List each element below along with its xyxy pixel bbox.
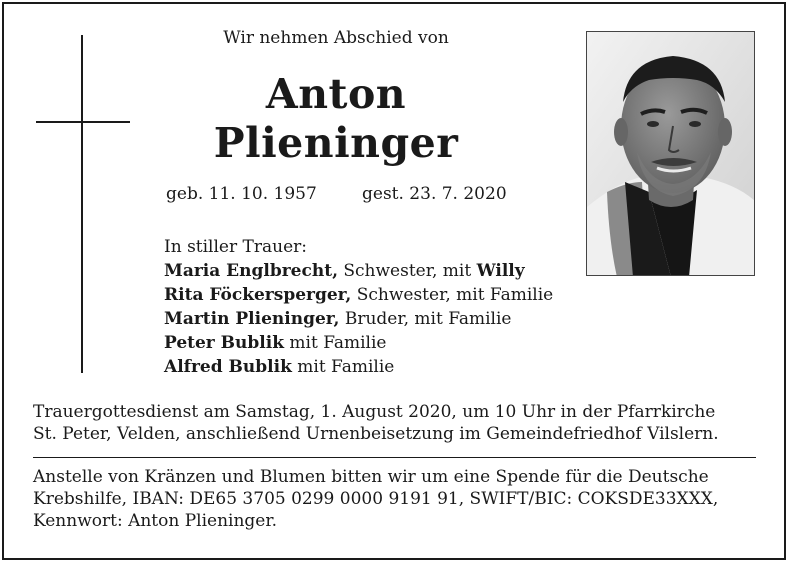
divider [33, 457, 756, 458]
donation-line: Anstelle von Kränzen und Blumen bitten wir um eine Spende für die Deutsche [33, 467, 709, 487]
deceased-first-name: Anton [265, 70, 407, 118]
mourner-relation: Schwester, mit Familie [351, 285, 554, 305]
mourner-name: Peter Bublik [164, 333, 284, 353]
cross-icon [81, 35, 83, 373]
intro-text: Wir nehmen Abschied von [223, 28, 449, 48]
cross-icon-bar [36, 121, 130, 123]
portrait-photo-illustration [587, 32, 755, 276]
birth-date: geb. 11. 10. 1957 [166, 184, 317, 204]
mourner-relation: Bruder, mit Familie [339, 309, 512, 329]
service-line: Trauergottesdienst am Samstag, 1. August 2020, um 10 Uhr in der Pfarrkirche [33, 402, 716, 422]
mourner-name: Rita Föckersperger, [164, 285, 352, 305]
mourner-relation: mit Familie [284, 333, 387, 353]
donation-line: Kennwort: Anton Plieninger. [33, 511, 278, 531]
mourner-row [164, 307, 553, 331]
mourner-name: Martin Plieninger, [164, 309, 340, 329]
mourners-heading: In stiller Trauer: [164, 237, 307, 257]
mourner-row [164, 283, 553, 307]
mourner-row [164, 259, 553, 283]
mourner-partner-name: Willy [476, 261, 525, 281]
mourner-name: Maria Englbrecht, [164, 261, 338, 281]
mourner-name: Alfred Bublik [164, 357, 292, 377]
portrait-photo [586, 31, 755, 276]
mourner-row [164, 355, 553, 379]
service-line: St. Peter, Velden, anschließend Urnenbeisetzung im Gemeindefriedhof Vilslern. [33, 424, 719, 444]
donation-text [33, 466, 718, 532]
funeral-service-text [33, 401, 719, 445]
donation-line: Krebshilfe, IBAN: DE65 3705 0299 0000 9191 91, SWIFT/BIC: COKSDE33XXX, [33, 489, 719, 509]
mourner-relation: Schwester, mit [337, 261, 477, 281]
deceased-last-name: Plieninger [213, 119, 459, 167]
death-date: gest. 23. 7. 2020 [362, 184, 507, 204]
mourner-relation: mit Familie [291, 357, 395, 377]
mourner-row [164, 331, 553, 355]
mourners-list [164, 235, 553, 379]
